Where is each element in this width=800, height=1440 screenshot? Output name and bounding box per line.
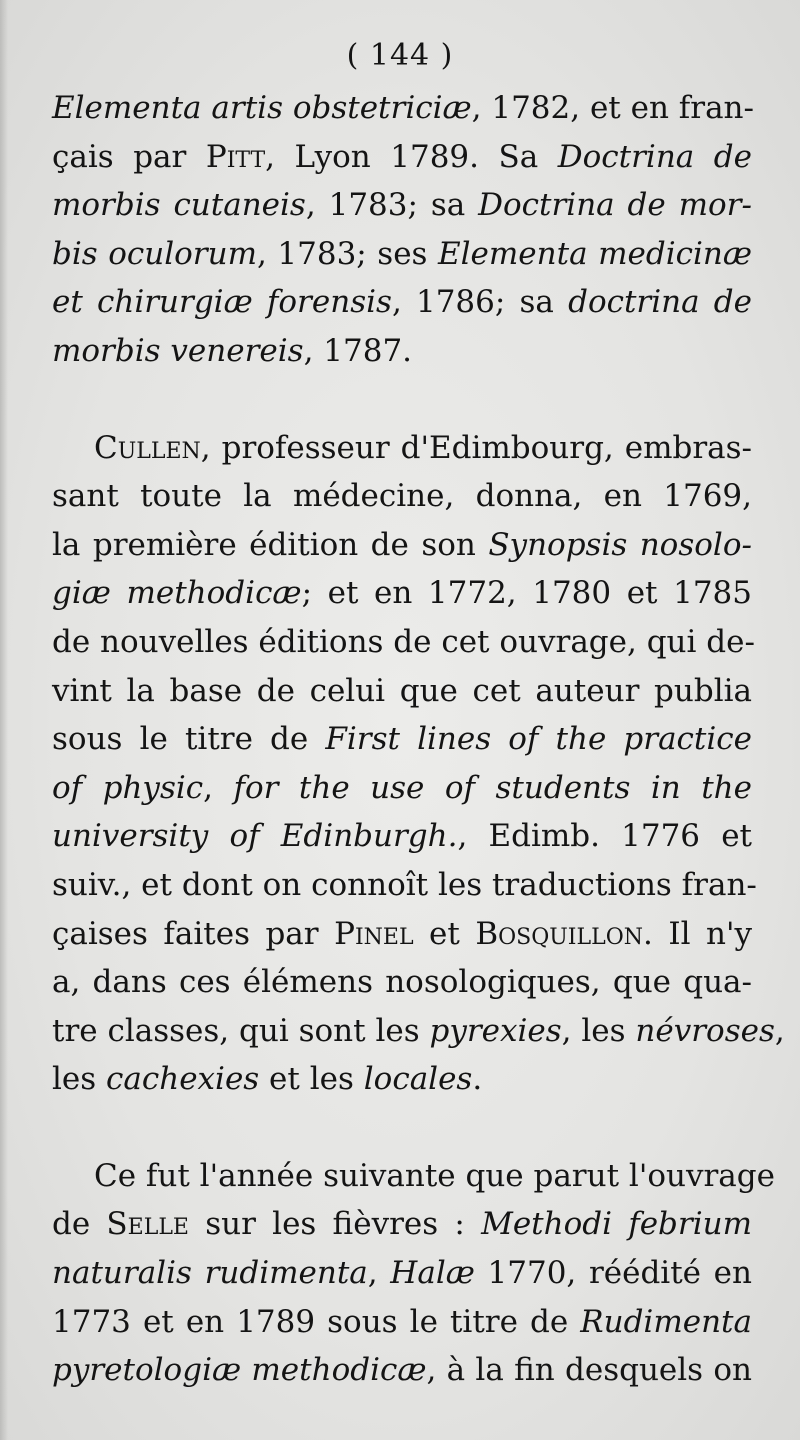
text-line [52, 181, 752, 230]
text-line [52, 569, 752, 618]
italic-text: doctrina de [568, 284, 752, 321]
italic-text: Doctrina de [557, 138, 752, 175]
small-caps-name: Pitt [205, 138, 266, 175]
text-line [52, 278, 752, 327]
text-run: de [52, 1206, 107, 1243]
text-run: , Lyon 1789. Sa [265, 138, 558, 175]
italic-text: First lines of the practice [325, 721, 752, 758]
page-number: ( 144 ) [346, 38, 454, 73]
italic-text: Rudimenta [580, 1303, 752, 1340]
text-line [52, 327, 752, 376]
italic-text: névroses [635, 1012, 775, 1049]
italic-text: Elementa medicinæ [438, 235, 752, 272]
text-run: de nouvelles éditions de cet ouvrage, qui de- [52, 623, 755, 660]
text-line [52, 521, 752, 570]
italic-text: bis oculorum [52, 235, 257, 272]
paragraph [52, 84, 755, 376]
text-run: , [203, 769, 234, 806]
paragraph-gap [52, 1104, 752, 1152]
text-run: , à la fin desquels on [426, 1352, 752, 1389]
text-line [52, 812, 752, 861]
text-run: 1773 et en 1789 sous le titre de [52, 1303, 581, 1340]
body-text [52, 84, 785, 1395]
italic-text: pyretologiæ methodicæ [52, 1352, 427, 1389]
italic-text: pyrexies [429, 1012, 562, 1049]
small-caps-name: Pinel [334, 915, 414, 952]
italic-text: of physic [52, 769, 204, 806]
text-run: sur les fièvres : [189, 1206, 482, 1243]
text-line [52, 1298, 752, 1347]
text-run: vint la base de celui que cet auteur publia [52, 672, 752, 709]
small-caps-name: Selle [106, 1206, 189, 1243]
text-run: la première édition de son [52, 526, 489, 563]
italic-text: locales [363, 1061, 473, 1098]
paragraph [52, 1152, 775, 1395]
text-run: tre classes, qui sont les [52, 1012, 430, 1049]
text-line [52, 1249, 752, 1298]
text-line [52, 1200, 752, 1249]
text-line [52, 618, 755, 667]
text-run: et [413, 915, 476, 952]
text-line [52, 84, 755, 133]
text-run: . [472, 1061, 483, 1098]
text-run: et les [259, 1061, 364, 1098]
text-line [52, 424, 752, 473]
text-run: a, dans ces élémens nosologiques, que qua- [52, 964, 752, 1001]
text-line [52, 958, 752, 1007]
text-run: les [52, 1061, 107, 1098]
paragraph [52, 424, 785, 1104]
text-run: çaises faites par [52, 915, 335, 952]
italic-text: Synopsis nosolo- [488, 526, 752, 563]
text-run: , [367, 1255, 391, 1292]
text-line [52, 910, 752, 959]
text-run: , 1783; sa [305, 187, 479, 224]
text-run: , 1783; ses [256, 235, 439, 272]
italic-text: cachexies [106, 1061, 260, 1098]
text-line [52, 1346, 752, 1395]
text-run: suiv., et dont on connoît les traductions fran- [52, 866, 757, 903]
text-run: . Il n'y [643, 915, 752, 952]
text-line [52, 715, 752, 764]
text-run: , professeur d'Edimbourg, embras- [200, 429, 752, 466]
text-line [52, 1152, 775, 1201]
italic-text: et chirurgiæ forensis [52, 284, 392, 321]
italic-text: Halæ [390, 1255, 475, 1292]
italic-text: morbis cutaneis [52, 187, 306, 224]
text-run: , les [561, 1012, 636, 1049]
text-line [52, 472, 752, 521]
text-run: sant toute la médecine, donna, en 1769, [52, 478, 752, 515]
text-run: çais par [52, 138, 206, 175]
italic-text: Methodi febrium [481, 1206, 752, 1243]
small-caps-name: Cullen [94, 429, 201, 466]
small-caps-name: Bosquillon [475, 915, 644, 952]
text-run: , 1782, et en fran- [471, 90, 755, 126]
text-line [52, 861, 757, 910]
text-line [52, 1055, 752, 1104]
text-line [52, 133, 752, 182]
page-edge-shadow [0, 0, 8, 1440]
text-run: , 1786; sa [391, 284, 569, 321]
text-run: , 1787. [303, 332, 413, 369]
italic-text: giæ methodicæ [52, 575, 302, 612]
text-line [52, 667, 752, 716]
text-line [52, 1007, 785, 1056]
text-line [52, 230, 752, 279]
italic-text: Doctrina de mor- [478, 187, 752, 224]
text-run: 1770, réédité en [474, 1255, 752, 1292]
italic-text: naturalis rudimenta [52, 1255, 368, 1292]
italic-text: university of Edinburgh. [52, 818, 458, 855]
paragraph-gap [52, 376, 752, 424]
text-run: ; et en 1772, 1780 et 1785 [301, 575, 752, 612]
text-run: sous le titre de [52, 721, 326, 758]
italic-text: morbis venereis [52, 332, 304, 369]
italic-text: Elementa artis obstetriciæ [52, 90, 472, 126]
italic-text: for the use of students in the [233, 769, 752, 806]
text-run: , [774, 1012, 785, 1049]
text-run: Ce fut l'année suivante que parut l'ouvrage [94, 1157, 775, 1194]
text-run: , Edimb. 1776 et [457, 818, 753, 855]
text-line [52, 764, 752, 813]
